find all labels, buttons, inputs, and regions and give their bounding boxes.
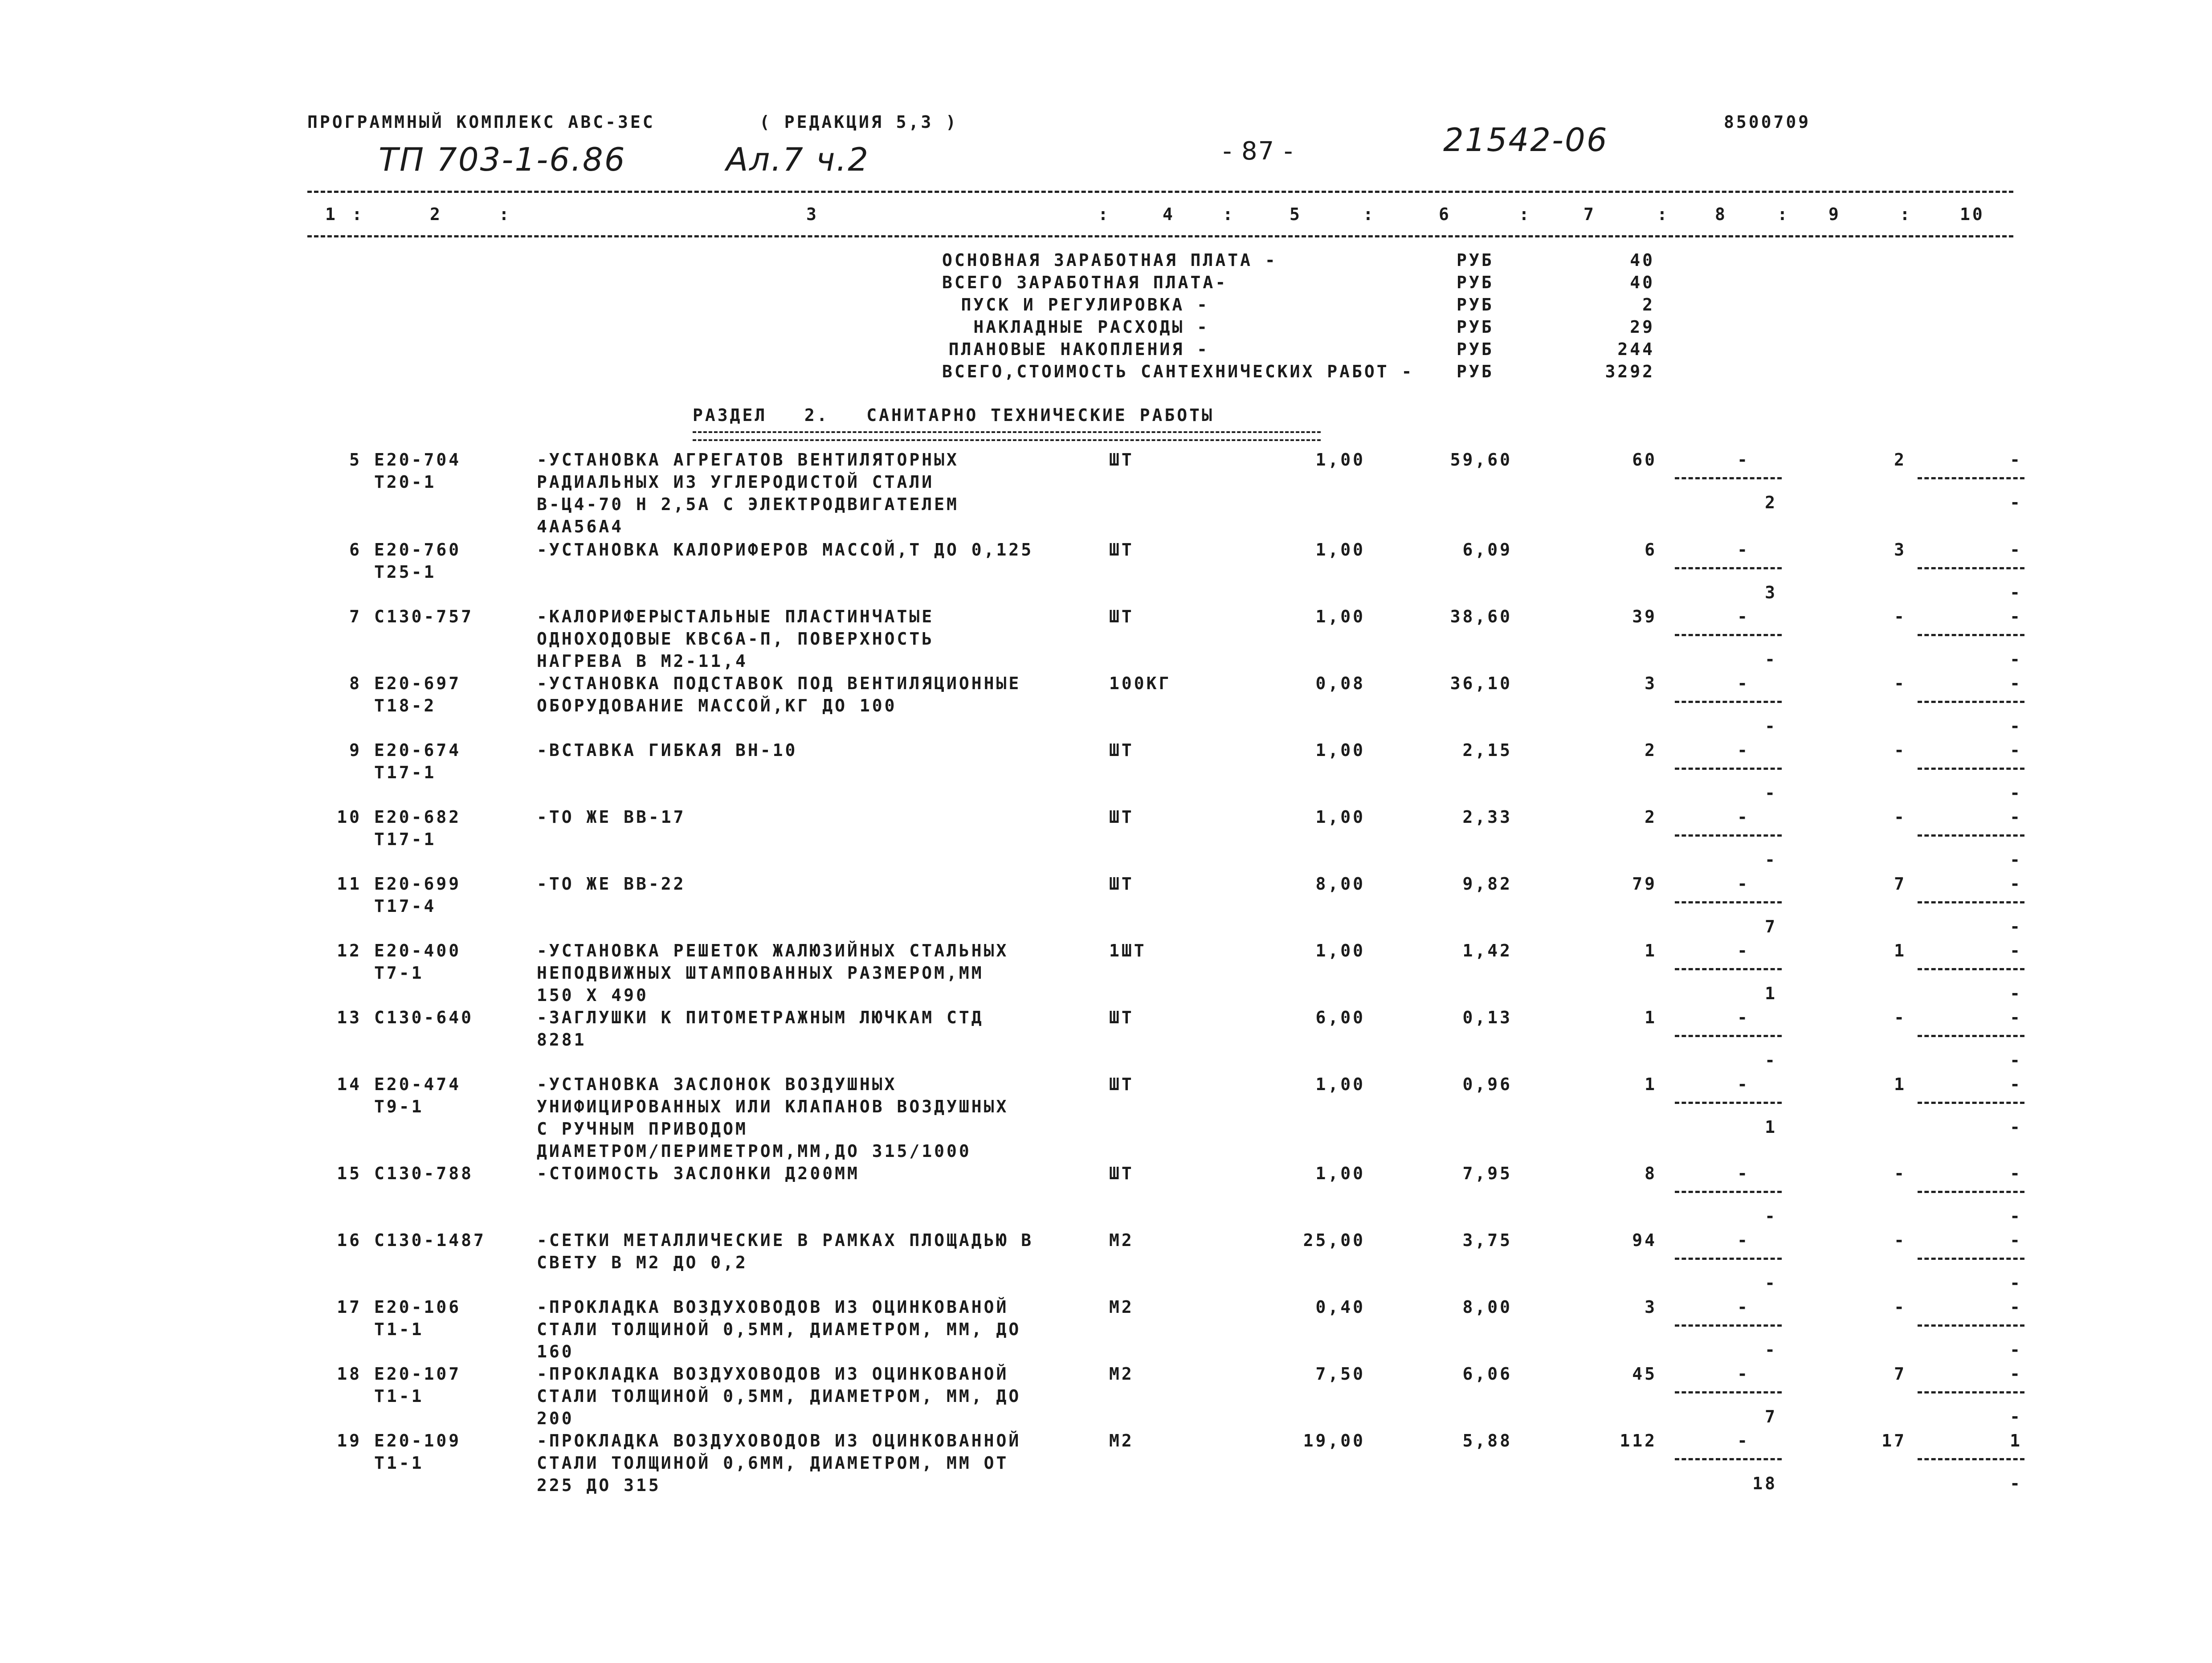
price-code: Е20-106 [374,1297,461,1317]
price-subcode: Т1-1 [374,1386,424,1406]
col8-value: - [1737,1164,1750,1183]
work-description: В-Ц4-70 Н 2,5А С ЭЛЕКТРОДВИГАТЕЛЕМ [537,494,959,514]
col8-sub-value: - [1765,1050,1777,1070]
col10-sub-value: - [2010,850,2022,870]
row-number: 13 [337,1008,362,1027]
unit-price: 9,82 [1462,874,1512,894]
col8-rule [1675,1258,1782,1260]
price-subcode: Т17-1 [374,829,437,849]
col8-value: - [1737,1364,1750,1384]
total-label: НАКЛАДНЫЕ РАСХОДЫ - [973,317,1209,337]
total-cost: 6 [1645,540,1657,560]
col10-value: - [2010,941,2022,960]
col10-sub-value: - [2010,583,2022,602]
column-header-9: 9 [1828,204,1841,224]
total-cost: 39 [1632,607,1657,626]
col8-value: - [1737,1230,1750,1250]
work-description: -УСТАНОВКА ЗАСЛОНОК ВОЗДУШНЫХ [537,1075,897,1094]
quantity: 25,00 [1303,1230,1365,1250]
price-code: Е20-760 [374,540,461,560]
col10-value: 1 [2010,1431,2022,1451]
handwritten-project-number: ТП 703-1-6.86 [379,141,626,178]
work-description: -ТО ЖЕ ВВ-22 [537,874,686,894]
total-label: ВСЕГО,СТОИМОСТЬ САНТЕХНИЧЕСКИХ РАБОТ - [942,362,1414,381]
column-header-1: 1 [325,204,338,224]
price-subcode: Т1-1 [374,1320,424,1339]
col8-value: - [1737,450,1750,470]
col10-value: - [2010,874,2022,894]
col10-sub-value: - [2010,783,2022,803]
total-cost: 2 [1645,740,1657,760]
document-code: 8500709 [1724,112,1811,132]
col10-value: - [2010,1164,2022,1183]
col10-value: - [2010,740,2022,760]
total-cost: 94 [1632,1230,1657,1250]
col8-value: - [1737,874,1750,894]
price-code: Е20-682 [374,807,461,827]
col8-rule [1675,1391,1782,1393]
work-description: 4АА56А4 [537,517,624,536]
program-title: ПРОГРАММНЫЙ КОМПЛЕКС АВС-3ЕС [307,112,655,132]
quantity: 1,00 [1315,1164,1365,1183]
total-cost: 112 [1620,1431,1657,1451]
work-description: СВЕТУ В М2 ДО 0,2 [537,1253,748,1272]
price-code: Е20-699 [374,874,461,894]
row-number: 6 [349,540,362,560]
column-separator: : [1098,204,1110,224]
total-value: 2 [1642,295,1655,315]
col8-rule [1675,1191,1782,1193]
column-separator: : [1363,204,1375,224]
total-value: 40 [1630,250,1655,270]
col9-value: - [1894,1008,1906,1027]
col8-rule [1675,567,1782,569]
unit-of-measure: ШТ [1109,450,1134,470]
price-subcode: Т18-2 [374,696,437,715]
col10-sub-value: - [2010,1206,2022,1226]
header-rule-top [307,191,2013,193]
work-description: -УСТАНОВКА РЕШЕТОК ЖАЛЮЗИЙНЫХ СТАЛЬНЫХ [537,941,1009,960]
col10-rule [1918,567,2024,569]
col8-value: - [1737,941,1750,960]
col10-sub-value: - [2010,1407,2022,1426]
row-number: 16 [337,1230,362,1250]
total-label: ПЛАНОВЫЕ НАКОПЛЕНИЯ - [948,339,1209,359]
quantity: 1,00 [1315,450,1365,470]
row-number: 19 [337,1431,362,1451]
col8-sub-value: - [1765,1273,1777,1293]
unit-price: 36,10 [1450,674,1512,693]
col10-value: - [2010,807,2022,827]
column-header-7: 7 [1583,204,1596,224]
price-code: Е20-474 [374,1075,461,1094]
total-cost: 3 [1645,674,1657,693]
col8-sub-value: - [1765,850,1777,870]
work-description: 8281 [537,1030,587,1050]
row-number: 12 [337,941,362,960]
col9-value: - [1894,1297,1906,1317]
work-description: НЕПОДВИЖНЫХ ШТАМПОВАННЫХ РАЗМЕРОМ,ММ [537,963,984,983]
col10-value: - [2010,1364,2022,1384]
col8-sub-value: - [1765,783,1777,803]
col8-rule [1675,1458,1782,1460]
work-description: -СЕТКИ МЕТАЛЛИЧЕСКИЕ В РАМКАХ ПЛОЩАДЬЮ В [537,1230,1034,1250]
col9-value: 1 [1894,941,1906,960]
work-description: С РУЧНЫМ ПРИВОДОМ [537,1119,748,1139]
col8-rule [1675,477,1782,479]
section-underline [693,431,1321,441]
work-description: 160 [537,1342,574,1361]
col9-value: 7 [1894,874,1906,894]
work-description: -ЗАГЛУШКИ К ПИТОМЕТРАЖНЫМ ЛЮЧКАМ СТД [537,1008,984,1027]
work-description: -ПРОКЛАДКА ВОЗДУХОВОДОВ ИЗ ОЦИНКОВАННОЙ [537,1431,1021,1451]
handwritten-album: Ал.7 ч.2 [726,141,870,178]
col10-sub-value: - [2010,716,2022,736]
col10-rule [1918,1391,2024,1393]
unit-price: 1,42 [1462,941,1512,960]
unit-price: 6,06 [1462,1364,1512,1384]
col10-value: - [2010,1230,2022,1250]
row-number: 9 [349,740,362,760]
unit-of-measure: М2 [1109,1364,1134,1384]
row-number: 8 [349,674,362,693]
col8-sub-value: 7 [1765,1407,1777,1426]
col9-value: - [1894,674,1906,693]
unit-of-measure: 1ШТ [1109,941,1147,960]
price-code: Е20-697 [374,674,461,693]
col8-rule [1675,701,1782,703]
work-description: -ПРОКЛАДКА ВОЗДУХОВОДОВ ИЗ ОЦИНКОВАНОЙ [537,1364,1009,1384]
col9-value: - [1894,607,1906,626]
unit-price: 2,15 [1462,740,1512,760]
col8-sub-value: - [1765,1206,1777,1226]
col9-value: 3 [1894,540,1906,560]
col10-rule [1918,768,2024,770]
price-subcode: Т7-1 [374,963,424,983]
col10-rule [1918,834,2024,837]
unit-of-measure: ШТ [1109,874,1134,894]
row-number: 14 [337,1075,362,1094]
quantity: 1,00 [1315,941,1365,960]
col8-value: - [1737,807,1750,827]
col8-rule [1675,1035,1782,1037]
col10-sub-value: - [2010,1474,2022,1493]
work-description: -СТОИМОСТЬ ЗАСЛОНКИ Д200ММ [537,1164,860,1183]
price-subcode: Т9-1 [374,1097,424,1116]
work-description: -ПРОКЛАДКА ВОЗДУХОВОДОВ ИЗ ОЦИНКОВАНОЙ [537,1297,1009,1317]
work-description: РАДИАЛЬНЫХ ИЗ УГЛЕРОДИСТОЙ СТАЛИ [537,472,935,492]
col8-sub-value: - [1765,716,1777,736]
column-header-4: 4 [1163,204,1175,224]
price-code: Е20-400 [374,941,461,960]
price-subcode: Т25-1 [374,562,437,582]
total-cost: 79 [1632,874,1657,894]
quantity: 0,40 [1315,1297,1365,1317]
col8-sub-value: 3 [1765,583,1777,602]
col10-rule [1918,634,2024,636]
work-description: УНИФИЦИРОВАННЫХ ИЛИ КЛАПАНОВ ВОЗДУШНЫХ [537,1097,1009,1116]
col8-rule [1675,834,1782,837]
price-subcode: Т17-4 [374,896,437,916]
total-unit: РУБ [1457,317,1494,337]
price-code: С130-788 [374,1164,474,1183]
quantity: 6,00 [1315,1008,1365,1027]
work-description: -УСТАНОВКА АГРЕГАТОВ ВЕНТИЛЯТОРНЫХ [537,450,959,470]
row-number: 7 [349,607,362,626]
col9-value: 2 [1894,450,1906,470]
unit-price: 0,13 [1462,1008,1512,1027]
total-label: ВСЕГО ЗАРАБОТНАЯ ПЛАТА- [942,273,1228,292]
total-cost: 1 [1645,941,1657,960]
quantity: 1,00 [1315,607,1365,626]
quantity: 7,50 [1315,1364,1365,1384]
column-header-2: 2 [430,204,442,224]
work-description: 150 Х 490 [537,985,649,1005]
col10-sub-value: - [2010,917,2022,936]
unit-price: 59,60 [1450,450,1512,470]
quantity: 19,00 [1303,1431,1365,1451]
total-unit: РУБ [1457,295,1494,315]
unit-of-measure: ШТ [1109,740,1134,760]
column-header-3: 3 [806,204,819,224]
col10-value: - [2010,450,2022,470]
total-unit: РУБ [1457,250,1494,270]
row-number: 18 [337,1364,362,1384]
total-label: ОСНОВНАЯ ЗАРАБОТНАЯ ПЛАТА - [942,250,1277,270]
col10-rule [1918,1324,2024,1327]
col9-value: 1 [1894,1075,1906,1094]
total-cost: 1 [1645,1008,1657,1027]
col10-value: - [2010,1297,2022,1317]
unit-price: 38,60 [1450,607,1512,626]
col10-rule [1918,1035,2024,1037]
col10-sub-value: - [2010,1273,2022,1293]
unit-price: 8,00 [1462,1297,1512,1317]
col8-rule [1675,1102,1782,1104]
quantity: 1,00 [1315,1075,1365,1094]
section-title: РАЗДЕЛ 2. САНИТАРНО ТЕХНИЧЕСКИЕ РАБОТЫ [693,405,1214,425]
work-description: -КАЛОРИФЕРЫСТАЛЬНЫЕ ПЛАСТИНЧАТЫЕ [537,607,935,626]
column-header-5: 5 [1290,204,1302,224]
col10-rule [1918,901,2024,903]
total-value: 3292 [1605,362,1655,381]
col8-sub-value: 1 [1765,984,1777,1003]
price-code: Е20-674 [374,740,461,760]
col10-rule [1918,1458,2024,1460]
col8-sub-value: 7 [1765,917,1777,936]
quantity: 1,00 [1315,740,1365,760]
col10-sub-value: - [2010,493,2022,512]
work-description: ОБОРУДОВАНИЕ МАССОЙ,КГ ДО 100 [537,696,897,715]
total-cost: 45 [1632,1364,1657,1384]
col10-value: - [2010,674,2022,693]
total-cost: 2 [1645,807,1657,827]
col8-value: - [1737,1075,1750,1094]
column-separator: : [352,204,364,224]
work-description: -ТО ЖЕ ВВ-17 [537,807,686,827]
total-value: 244 [1617,339,1655,359]
column-header-8: 8 [1715,204,1727,224]
column-header-6: 6 [1439,204,1451,224]
col10-value: - [2010,1075,2022,1094]
unit-price: 7,95 [1462,1164,1512,1183]
unit-of-measure: ШТ [1109,1075,1134,1094]
col10-rule [1918,968,2024,970]
handwritten-registration-number: 21542-06 [1443,121,1608,159]
col9-value: 17 [1881,1431,1906,1451]
price-code: Е20-704 [374,450,461,470]
col9-value: - [1894,740,1906,760]
col9-value: 7 [1894,1364,1906,1384]
row-number: 17 [337,1297,362,1317]
work-description: 225 ДО 315 [537,1475,661,1495]
col10-sub-value: - [2010,984,2022,1003]
col8-rule [1675,634,1782,636]
row-number: 15 [337,1164,362,1183]
total-cost: 1 [1645,1075,1657,1094]
col10-rule [1918,477,2024,479]
price-code: С130-757 [374,607,474,626]
unit-of-measure: ШТ [1109,1164,1134,1183]
unit-price: 5,88 [1462,1431,1512,1451]
price-code: Е20-109 [374,1431,461,1451]
row-number: 11 [337,874,362,894]
quantity: 0,08 [1315,674,1365,693]
unit-of-measure: М2 [1109,1431,1134,1451]
unit-of-measure: М2 [1109,1297,1134,1317]
total-unit: РУБ [1457,273,1494,292]
unit-price: 2,33 [1462,807,1512,827]
col10-rule [1918,1258,2024,1260]
total-cost: 3 [1645,1297,1657,1317]
col8-sub-value: - [1765,1340,1777,1360]
price-code: Е20-107 [374,1364,461,1384]
column-separator: : [1657,204,1669,224]
work-description: -УСТАНОВКА КАЛОРИФЕРОВ МАССОЙ,Т ДО 0,125 [537,540,1034,560]
col8-sub-value: 1 [1765,1117,1777,1137]
col10-value: - [2010,1008,2022,1027]
total-value: 29 [1630,317,1655,337]
row-number: 10 [337,807,362,827]
col10-rule [1918,1191,2024,1193]
col9-value: - [1894,1230,1906,1250]
column-separator: : [1777,204,1790,224]
column-separator: : [1900,204,1912,224]
col8-rule [1675,768,1782,770]
unit-price: 0,96 [1462,1075,1512,1094]
col8-value: - [1737,607,1750,626]
work-description: СТАЛИ ТОЛЩИНОЙ 0,5ММ, ДИАМЕТРОМ, ММ, ДО [537,1320,1021,1339]
total-unit: РУБ [1457,362,1494,381]
unit-of-measure: 100КГ [1109,674,1171,693]
col10-sub-value: - [2010,1117,2022,1137]
col10-sub-value: - [2010,1340,2022,1360]
col8-rule [1675,901,1782,903]
col9-value: - [1894,807,1906,827]
unit-of-measure: ШТ [1109,1008,1134,1027]
price-code: С130-640 [374,1008,474,1027]
col10-rule [1918,1102,2024,1104]
total-label: ПУСК И РЕГУЛИРОВКА - [961,295,1209,315]
total-value: 40 [1630,273,1655,292]
total-unit: РУБ [1457,339,1494,359]
price-subcode: Т1-1 [374,1453,424,1473]
col10-value: - [2010,540,2022,560]
work-description: 200 [537,1409,574,1428]
col8-rule [1675,1324,1782,1327]
work-description: ДИАМЕТРОМ/ПЕРИМЕТРОМ,ММ,ДО 315/1000 [537,1141,971,1161]
unit-price: 6,09 [1462,540,1512,560]
work-description: СТАЛИ ТОЛЩИНОЙ 0,6ММ, ДИАМЕТРОМ, ММ ОТ [537,1453,1009,1473]
unit-of-measure: ШТ [1109,807,1134,827]
unit-of-measure: ШТ [1109,540,1134,560]
col8-value: - [1737,1431,1750,1451]
work-description: ОДНОХОДОВЫЕ КВС6А-П, ПОВЕРХНОСТЬ [537,629,935,649]
work-description: -УСТАНОВКА ПОДСТАВОК ПОД ВЕНТИЛЯЦИОННЫЕ [537,674,1021,693]
col10-rule [1918,701,2024,703]
col8-value: - [1737,740,1750,760]
col8-value: - [1737,1297,1750,1317]
row-number: 5 [349,450,362,470]
col8-value: - [1737,540,1750,560]
quantity: 8,00 [1315,874,1365,894]
work-description: НАГРЕВА В М2-11,4 [537,651,748,671]
work-description: -ВСТАВКА ГИБКАЯ ВН-10 [537,740,798,760]
quantity: 1,00 [1315,807,1365,827]
col10-sub-value: - [2010,1050,2022,1070]
quantity: 1,00 [1315,540,1365,560]
price-subcode: Т20-1 [374,472,437,492]
column-separator: : [499,204,511,224]
page-number: - 87 - [1223,137,1294,166]
price-code: С130-1487 [374,1230,486,1250]
header-rule-bottom [307,235,2013,237]
unit-of-measure: М2 [1109,1230,1134,1250]
col8-sub-value: 2 [1765,493,1777,512]
work-description: СТАЛИ ТОЛЩИНОЙ 0,5ММ, ДИАМЕТРОМ, ММ, ДО [537,1386,1021,1406]
unit-of-measure: ШТ [1109,607,1134,626]
total-cost: 8 [1645,1164,1657,1183]
col9-value: - [1894,1164,1906,1183]
unit-price: 3,75 [1462,1230,1512,1250]
col8-sub-value: - [1765,650,1777,669]
col8-value: - [1737,1008,1750,1027]
col8-rule [1675,968,1782,970]
total-cost: 60 [1632,450,1657,470]
column-separator: : [1519,204,1531,224]
col10-value: - [2010,607,2022,626]
column-header-10: 10 [1960,204,1985,224]
col10-sub-value: - [2010,650,2022,669]
col8-sub-value: 18 [1752,1474,1777,1493]
column-separator: : [1223,204,1235,224]
col8-value: - [1737,674,1750,693]
price-subcode: Т17-1 [374,763,437,782]
edition-label: ( РЕДАКЦИЯ 5,3 ) [759,112,959,132]
